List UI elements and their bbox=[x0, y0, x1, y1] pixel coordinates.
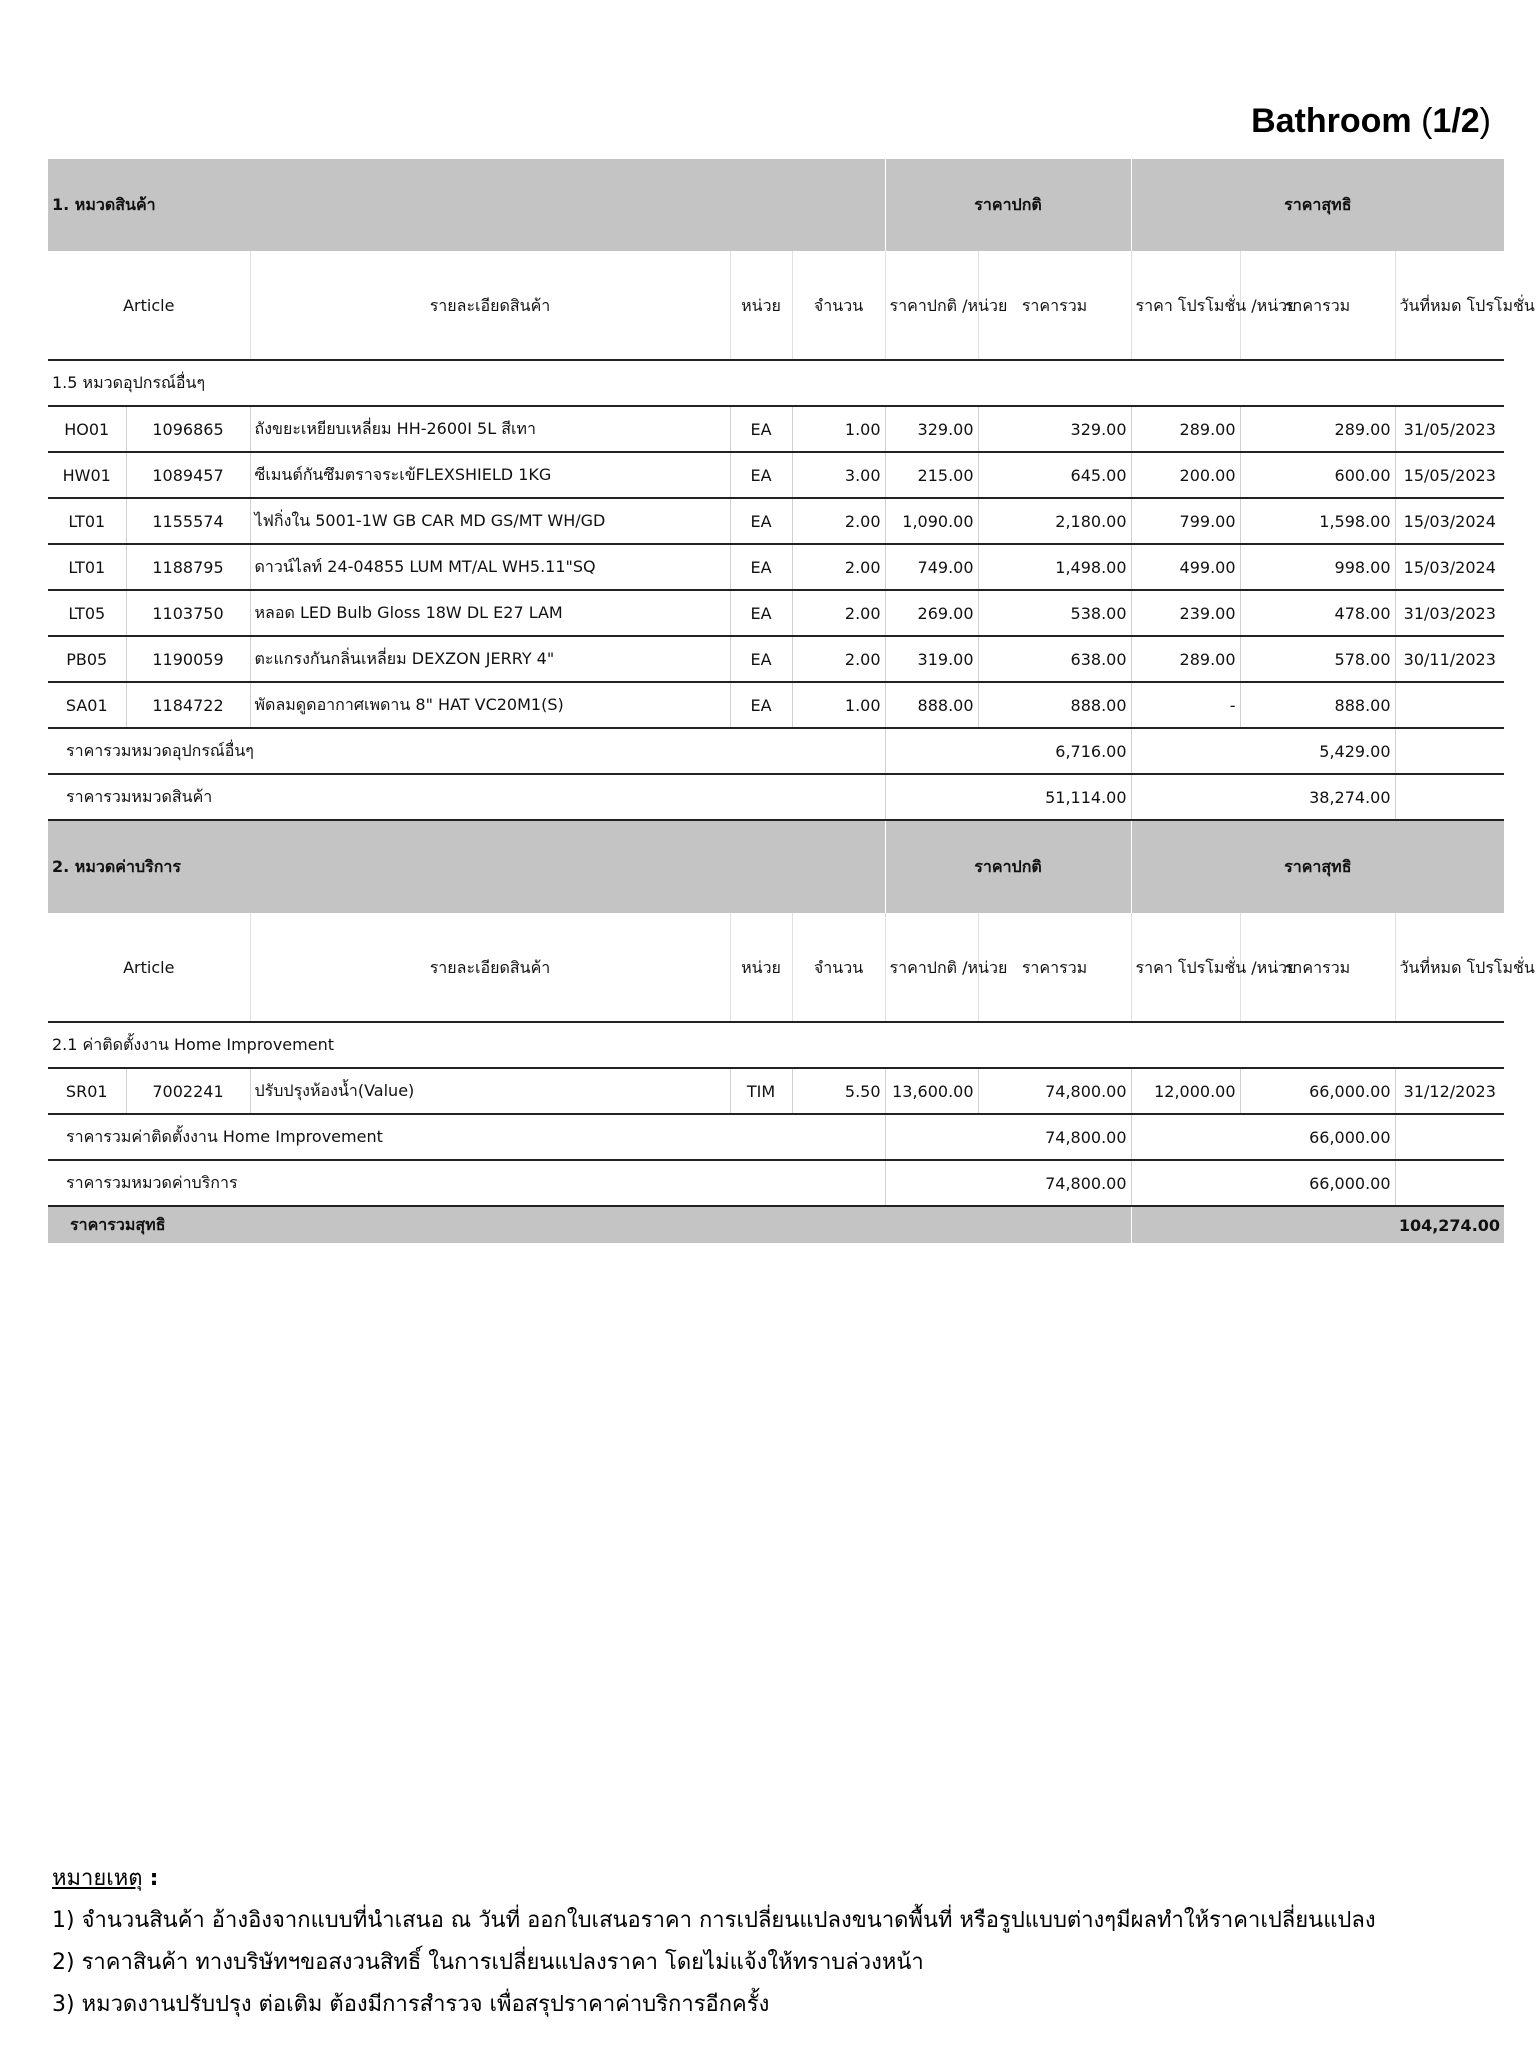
description-header: รายละเอียดสินค้า bbox=[250, 913, 730, 1022]
group-total-label: ราคารวมหมวดอุปกรณ์อื่นๆ bbox=[48, 728, 885, 774]
item-promo-total: 66,000.00 bbox=[1240, 1068, 1395, 1114]
table-row bbox=[48, 1068, 1504, 1114]
item-article: 1184722 bbox=[126, 682, 250, 728]
item-total: 888.00 bbox=[978, 682, 1131, 728]
item-promo-total: 289.00 bbox=[1240, 406, 1395, 452]
normal-price-header: ราคาปกติ bbox=[885, 820, 1131, 913]
item-unit: EA bbox=[730, 452, 792, 498]
notes-heading bbox=[52, 1858, 1502, 1900]
table-row bbox=[48, 636, 1504, 682]
item-code: SA01 bbox=[48, 682, 126, 728]
group-title: 1.5 หมวดอุปกรณ์อื่นๆ bbox=[48, 360, 1504, 406]
section-title: 1. หมวดสินค้า bbox=[48, 159, 885, 251]
promo-total-header: ราคารวม bbox=[1240, 251, 1395, 360]
table-row bbox=[48, 544, 1504, 590]
group-row bbox=[48, 360, 1504, 406]
table-row bbox=[48, 682, 1504, 728]
item-qty: 2.00 bbox=[792, 590, 885, 636]
item-promo-end: 15/05/2023 bbox=[1395, 452, 1504, 498]
item-price: 749.00 bbox=[885, 544, 978, 590]
group-total-net: 66,000.00 bbox=[1131, 1114, 1395, 1160]
item-promo-price: 799.00 bbox=[1131, 498, 1240, 544]
item-promo-price: 289.00 bbox=[1131, 406, 1240, 452]
notes-heading-colon: : bbox=[149, 1866, 159, 1891]
group-title: 2.1 ค่าติดตั้งงาน Home Improvement bbox=[48, 1022, 1504, 1068]
unit-header: หน่วย bbox=[730, 913, 792, 1022]
item-promo-price: 12,000.00 bbox=[1131, 1068, 1240, 1114]
item-description: ซีเมนต์กันซึมตราจระเข้FLEXSHIELD 1KG bbox=[250, 452, 730, 498]
item-qty: 1.00 bbox=[792, 406, 885, 452]
normal-price-header: ราคาปกติ bbox=[885, 159, 1131, 251]
group-total-net: 5,429.00 bbox=[1131, 728, 1395, 774]
item-promo-price: 239.00 bbox=[1131, 590, 1240, 636]
item-article: 1155574 bbox=[126, 498, 250, 544]
price-per-unit-header: ราคาปกติ /หน่วย bbox=[885, 251, 978, 360]
grand-total-value: 104,274.00 bbox=[1131, 1206, 1504, 1243]
item-price: 1,090.00 bbox=[885, 498, 978, 544]
item-article: 7002241 bbox=[126, 1068, 250, 1114]
item-article: 1188795 bbox=[126, 544, 250, 590]
article-header: Article bbox=[48, 251, 250, 360]
group-total-label: ราคารวมค่าติดตั้งงาน Home Improvement bbox=[48, 1114, 885, 1160]
empty-cell bbox=[1395, 1114, 1504, 1160]
item-promo-total: 578.00 bbox=[1240, 636, 1395, 682]
section-total-net: 38,274.00 bbox=[1131, 774, 1395, 820]
section-total-normal: 74,800.00 bbox=[885, 1160, 1131, 1206]
item-qty: 2.00 bbox=[792, 544, 885, 590]
item-price: 329.00 bbox=[885, 406, 978, 452]
page-indicator: 1/2 bbox=[1432, 102, 1480, 140]
item-promo-total: 1,598.00 bbox=[1240, 498, 1395, 544]
item-total: 329.00 bbox=[978, 406, 1131, 452]
title-paren-open: ( bbox=[1421, 102, 1433, 140]
description-header: รายละเอียดสินค้า bbox=[250, 251, 730, 360]
item-price: 215.00 bbox=[885, 452, 978, 498]
item-promo-total: 998.00 bbox=[1240, 544, 1395, 590]
item-code: LT05 bbox=[48, 590, 126, 636]
section-total-row bbox=[48, 774, 1504, 820]
note-line-2: 2) ราคาสินค้า ทางบริษัทฯขอสงวนสิทธิ์ ในการเปลี่ยนแปลงราคา โดยไม่แจ้งให้ทราบล่วงหน้า bbox=[52, 1950, 924, 1975]
item-article: 1103750 bbox=[126, 590, 250, 636]
item-unit: TIM bbox=[730, 1068, 792, 1114]
article-header: Article bbox=[48, 913, 250, 1022]
promo-per-unit-header: ราคา โปรโมชั่น /หน่วย bbox=[1131, 913, 1240, 1022]
item-total: 2,180.00 bbox=[978, 498, 1131, 544]
item-promo-end: 31/12/2023 bbox=[1395, 1068, 1504, 1114]
item-promo-end: 15/03/2024 bbox=[1395, 498, 1504, 544]
title-paren-close: ) bbox=[1479, 102, 1491, 140]
group-total-normal: 74,800.00 bbox=[885, 1114, 1131, 1160]
item-total: 1,498.00 bbox=[978, 544, 1131, 590]
item-promo-total: 478.00 bbox=[1240, 590, 1395, 636]
empty-cell bbox=[1395, 728, 1504, 774]
item-article: 1096865 bbox=[126, 406, 250, 452]
notes-section bbox=[52, 1858, 1502, 2026]
item-qty: 3.00 bbox=[792, 452, 885, 498]
item-promo-total: 888.00 bbox=[1240, 682, 1395, 728]
item-total: 538.00 bbox=[978, 590, 1131, 636]
item-promo-end: 31/03/2023 bbox=[1395, 590, 1504, 636]
note-line-3: 3) หมวดงานปรับปรุง ต่อเติม ต้องมีการสำรวจ เพื่อสรุปราคาค่าบริการอีกครั้ง bbox=[52, 1992, 770, 2017]
note-line-1: 1) จำนวนสินค้า อ้างอิงจากแบบที่นำเสนอ ณ วันที่ ออกใบเสนอราคา การเปลี่ยนแปลงขนาดพื้นที่ หรือรูปแบบต่างๆมีผลทำให้ราคาเปลี่ยนแปลง bbox=[52, 1908, 1376, 1933]
promo-end-header: วันที่หมด โปรโมชั่น bbox=[1395, 251, 1504, 360]
table-row bbox=[48, 452, 1504, 498]
item-promo-end bbox=[1395, 682, 1504, 728]
item-unit: EA bbox=[730, 590, 792, 636]
item-description: ปรับปรุงห้องน้ำ(Value) bbox=[250, 1068, 730, 1114]
item-total: 645.00 bbox=[978, 452, 1131, 498]
item-article: 1190059 bbox=[126, 636, 250, 682]
item-price: 888.00 bbox=[885, 682, 978, 728]
item-description: หลอด LED Bulb Gloss 18W DL E27 LAM bbox=[250, 590, 730, 636]
price-per-unit-header: ราคาปกติ /หน่วย bbox=[885, 913, 978, 1022]
section-total-row bbox=[48, 1160, 1504, 1206]
item-price: 269.00 bbox=[885, 590, 978, 636]
grand-total-row bbox=[48, 1206, 1504, 1243]
net-price-header: ราคาสุทธิ bbox=[1131, 820, 1504, 913]
empty-cell bbox=[1395, 1160, 1504, 1206]
item-description: ถังขยะเหยียบเหลี่ยม HH-2600I 5L สีเทา bbox=[250, 406, 730, 452]
section-total-label: ราคารวมหมวดค่าบริการ bbox=[48, 1160, 885, 1206]
item-qty: 1.00 bbox=[792, 682, 885, 728]
item-total: 638.00 bbox=[978, 636, 1131, 682]
item-price: 319.00 bbox=[885, 636, 978, 682]
promo-end-header: วันที่หมด โปรโมชั่น bbox=[1395, 913, 1504, 1022]
item-unit: EA bbox=[730, 406, 792, 452]
section-header-row bbox=[48, 159, 1504, 251]
item-qty: 2.00 bbox=[792, 636, 885, 682]
item-total: 74,800.00 bbox=[978, 1068, 1131, 1114]
item-description: ดาวน์ไลท์ 24-04855 LUM MT/AL WH5.11"SQ bbox=[250, 544, 730, 590]
item-code: LT01 bbox=[48, 544, 126, 590]
item-code: HW01 bbox=[48, 452, 126, 498]
qty-header: จำนวน bbox=[792, 251, 885, 360]
table-row bbox=[48, 590, 1504, 636]
column-header-row bbox=[48, 913, 1504, 1022]
item-promo-end: 15/03/2024 bbox=[1395, 544, 1504, 590]
item-promo-price: 289.00 bbox=[1131, 636, 1240, 682]
item-description: ตะแกรงกันกลิ่นเหลี่ยม DEXZON JERRY 4" bbox=[250, 636, 730, 682]
item-promo-price: 200.00 bbox=[1131, 452, 1240, 498]
item-promo-end: 30/11/2023 bbox=[1395, 636, 1504, 682]
quotation-table bbox=[48, 159, 1535, 1243]
item-unit: EA bbox=[730, 544, 792, 590]
item-promo-end: 31/05/2023 bbox=[1395, 406, 1504, 452]
item-price: 13,600.00 bbox=[885, 1068, 978, 1114]
title-text: Bathroom bbox=[1251, 102, 1412, 140]
item-unit: EA bbox=[730, 682, 792, 728]
section-total-normal: 51,114.00 bbox=[885, 774, 1131, 820]
item-description: พัดลมดูดอากาศเพดาน 8" HAT VC20M1(S) bbox=[250, 682, 730, 728]
table-row bbox=[48, 406, 1504, 452]
grand-total-label: ราคารวมสุทธิ bbox=[48, 1206, 1131, 1243]
section-total-label: ราคารวมหมวดสินค้า bbox=[48, 774, 885, 820]
qty-header: จำนวน bbox=[792, 913, 885, 1022]
item-unit: EA bbox=[730, 636, 792, 682]
page-title bbox=[1251, 102, 1491, 141]
item-code: SR01 bbox=[48, 1068, 126, 1114]
promo-per-unit-header: ราคา โปรโมชั่น /หน่วย bbox=[1131, 251, 1240, 360]
net-price-header: ราคาสุทธิ bbox=[1131, 159, 1504, 251]
group-row bbox=[48, 1022, 1504, 1068]
group-total-row bbox=[48, 1114, 1504, 1160]
item-code: LT01 bbox=[48, 498, 126, 544]
item-description: ไฟกิ่งใน 5001-1W GB CAR MD GS/MT WH/GD bbox=[250, 498, 730, 544]
item-qty: 2.00 bbox=[792, 498, 885, 544]
unit-header: หน่วย bbox=[730, 251, 792, 360]
item-article: 1089457 bbox=[126, 452, 250, 498]
group-total-normal: 6,716.00 bbox=[885, 728, 1131, 774]
empty-cell bbox=[1395, 774, 1504, 820]
group-total-row bbox=[48, 728, 1504, 774]
column-header-row bbox=[48, 251, 1504, 360]
total-header: ราคารวม bbox=[978, 251, 1131, 360]
item-promo-price: - bbox=[1131, 682, 1240, 728]
section-header-row bbox=[48, 820, 1504, 913]
total-header: ราคารวม bbox=[978, 913, 1131, 1022]
item-promo-price: 499.00 bbox=[1131, 544, 1240, 590]
promo-total-header: ราคารวม bbox=[1240, 913, 1395, 1022]
quotation-body bbox=[48, 159, 1535, 1243]
item-promo-total: 600.00 bbox=[1240, 452, 1395, 498]
table-row bbox=[48, 498, 1504, 544]
notes-heading-text: หมายเหตุ bbox=[52, 1866, 143, 1891]
item-code: HO01 bbox=[48, 406, 126, 452]
item-qty: 5.50 bbox=[792, 1068, 885, 1114]
item-code: PB05 bbox=[48, 636, 126, 682]
section-total-net: 66,000.00 bbox=[1131, 1160, 1395, 1206]
item-unit: EA bbox=[730, 498, 792, 544]
section-title: 2. หมวดค่าบริการ bbox=[48, 820, 885, 913]
